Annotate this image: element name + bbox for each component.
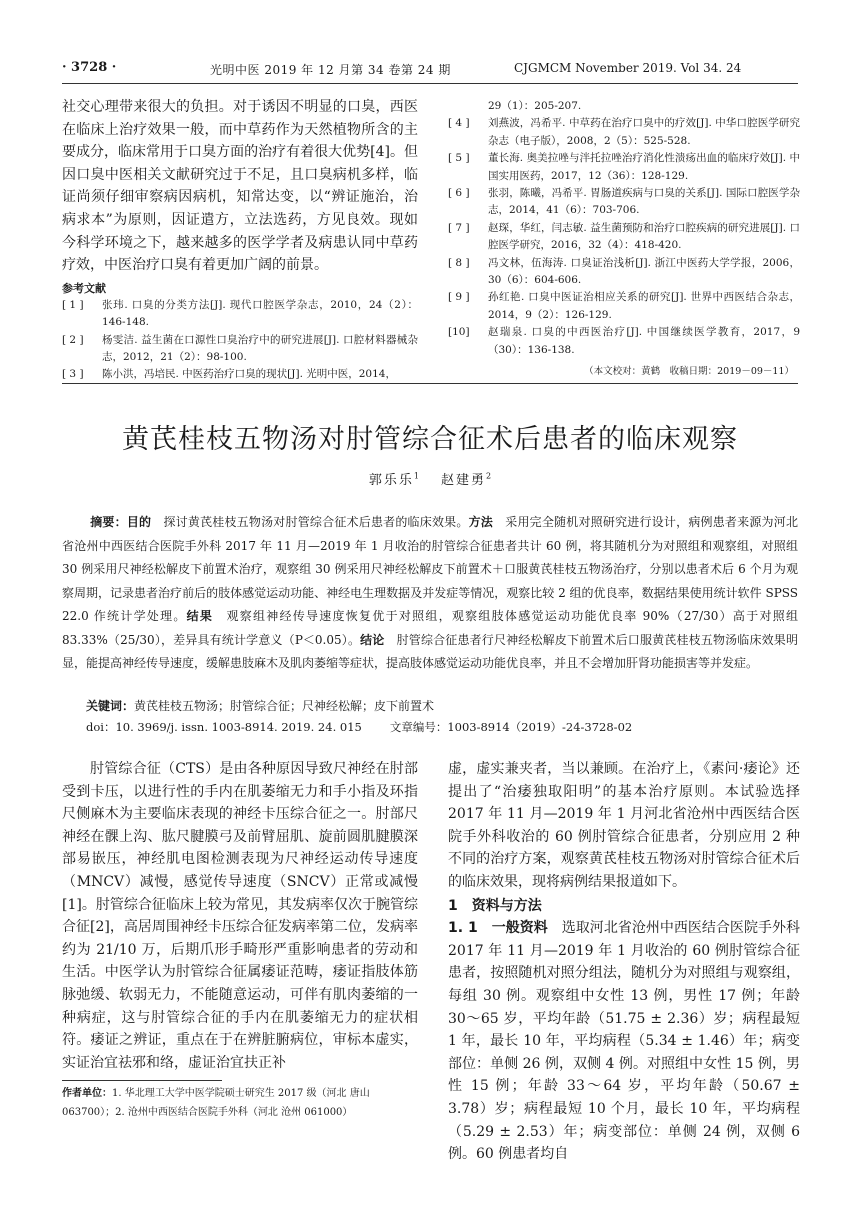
article-separator-rule [62, 383, 798, 384]
reference-number: [ 8 ] [448, 256, 470, 269]
body-right-column [448, 758, 800, 1166]
doi-line [86, 719, 660, 735]
reference-text: 陈小洪，冯培民. 中医药治疗口臭的现状[J]. 光明中医，2014， [102, 368, 396, 381]
reference-number: [ 9 ] [448, 291, 470, 304]
reference-text: 张羽，陈曦，冯希平. 胃肠道疾病与口臭的关系[J]. 国际口腔医学杂志，2014，41（6）：703-706. [488, 187, 800, 217]
abstract-label-method: 方法 [468, 515, 494, 529]
reference-item [62, 366, 418, 383]
doi: doi：10. 3969/j. issn. 1003-8914. 2019. 24. 015 [86, 720, 362, 734]
page-number: · 3728 · [62, 60, 117, 75]
reference-text: 赵瑞泉. 口臭的中西医治疗[J]. 中国继续医学教育，2017，9（30）：136-138. [488, 326, 800, 356]
keywords [86, 697, 434, 714]
author-name: 郭乐乐 [368, 473, 414, 488]
abstract-conclusion: 肘管综合征患者行尺神经松解皮下前置术后口服黄芪桂枝五物汤临床效果明显，能提高神经传导速度，缓解患肢麻木及肌肉萎缩等症状，提高肢体感觉运动功能优良率，并且不会增加肝肾功能损害等并发症。 [62, 632, 798, 670]
references-list-right [448, 115, 800, 359]
article-abstract [62, 511, 798, 676]
abstract-result: 观察组神经传导速度恢复优于对照组，观察组肢体感觉运动功能优良率 90%（27/30）高于对照组 83.33%（25/30），差异具有统计学意义（P＜0.05）。 [62, 609, 798, 647]
reference-item [448, 324, 800, 359]
reference-item [62, 297, 418, 332]
reference-item [448, 115, 800, 150]
reference-item [448, 150, 800, 185]
reference-number: [ 6 ] [448, 187, 470, 200]
reference-text: 赵琛，华红，闫志敏. 益生菌预防和治疗口腔疾病的研究进展[J]. 口腔医学研究，2016，32（4）：418-420. [488, 221, 800, 252]
keywords-label: 关键词： [86, 699, 135, 713]
proofreading-note: （本文校对：黄鹤 收稿日期：2019－09－11） [584, 366, 794, 378]
body-paragraph-intro: 肘管综合征（CTS）是由各种原因导致尺神经在肘部受到卡压，以进行性的手内在肌萎缩无力和手小指及环指尺侧麻木为主要临床表现的神经卡压综合征之一。肘部尺神经在髁上沟、肱尺腱膜弓及前臂屈肌、旋前圆肌腱膜深部易嵌压，神经肌电图检测表现为尺神经运动传导速度（MNCV）减慢，感觉传导速度（SNCV）正常或减慢[1]。肘管综合征临床上较为常见，其发病率仅次于腕管综合征[2]，高居周围神经卡压综合征发病率第二位，发病率约为 21/10 万，后期爪形手畸形严重影响患者的劳动和生活。中医学认为肘管综合征属痿证范畴，痿证指肢体筋脉弛缓、软弱无力，不能随意运动，可伴有肌肉萎缩的一种病症，这与肘管综合征的手内在肌萎缩无力的症状相符。痿证之辨证，重点在于在辨脏腑病位，审标本虚实，实证治宜祛邪和络，虚证治宜扶正补 [62, 761, 418, 1071]
reference-continuation: 29（1）：205-207. [488, 100, 582, 112]
reference-text: 刘燕波，冯希平. 中草药在治疗口臭中的疗效[J]. 中华口腔医学研究杂志（电子版），2008，2（5）：525-528. [488, 117, 800, 147]
keywords-text: 黄芪桂枝五物汤；肘管综合征；尺神经松解；皮下前置术 [134, 699, 435, 713]
section-heading: 1 资料与方法 [448, 897, 542, 914]
abstract-label-conclusion: 结论 [360, 632, 385, 647]
reference-number: [ 4 ] [448, 117, 470, 130]
reference-text: 张玮. 口臭的分类方法[J]. 现代口腔医学杂志，2010，24（2）：146-148. [102, 298, 418, 329]
article-title: 黄芪桂枝五物汤对肘管综合征术后患者的临床观察 [122, 424, 738, 455]
subsection-text: 选取河北省沧州中西医结合医院手外科 2017 年 11 月—2019 年 1 月收治的 60 例肘管综合征患者，按照随机对照分组法，随机分为对照组与观察组，每组 30 例。观察组中女性 13 例，男性 17 例；年龄 30～65 岁，平均年龄（51.75 ± 2.36）岁；病程最短 1 年，最长 10 年，平均病程（5.34 ± 1.46）年；病变部位：单侧 26 例，双侧 4 例。对照组中女性 15 例，男性 15 例；年龄 33～64 岁，平均年龄（50.67 ± 3.78）岁；病程最短 10 个月，最长 10 年，平均病程（5.29 ± 2.53）年；病变部位：单侧 24 例，双侧 6 例。60 例患者均自 [448, 920, 800, 1163]
reference-text: 孙红艳. 口臭中医证治相应关系的研究[J]. 世界中西医结合杂志，2014，9（2）：126-129. [488, 291, 800, 321]
prev-article-paragraph: 社交心理带来很大的负担。对于诱因不明显的口臭，西医在临床上治疗效果一般，而中草药作为天然植物所含的主要成分，临床常用于口臭方面的治疗有着很大优势[4]。但因口臭中医相关文献研究过于不足，且口臭病机多样，临证尚须仔细审察病因病机，知常达变，以“辨证施治，治病求本”为原则，因证遣方，立法选药，方见良效。现如今科学环境之下，越来越多的医学学者及病患认同中草药疗效，中医治疗口臭有着更加广阔的前景。 [62, 99, 418, 274]
author-affiliation-footnote [62, 1084, 422, 1122]
affiliation-sup: 1 [413, 471, 419, 481]
affiliation-sup: 2 [486, 471, 492, 481]
running-header [62, 60, 798, 82]
reference-item [62, 332, 418, 367]
article-authors [0, 469, 860, 488]
reference-text: 杨雯洁. 益生菌在口源性口臭治疗中的研究进展[J]. 口腔材料器械杂志，2012，21（2）：98-100. [102, 333, 418, 363]
abstract-label-result: 结果 [186, 609, 214, 623]
abstract-purpose: 探讨黄芪桂枝五物汤对肘管综合征术后患者的临床效果。 [163, 515, 469, 529]
body-paragraph-continuation: 虚，虚实兼夹者，当以兼顾。在治疗上，《素问·痿论》还提出了“治痿独取阳明”的基本治疗原则。本试验选择 2017 年 11 月—2019 年 1 月河北省沧州中西医结合医院手外科收治的 60 例肘管综合征患者，分别应用 2 种不同的治疗方案，观察黄芪桂枝五物汤对肘管综合征术后的临床效果，现将病例结果报道如下。 [448, 761, 800, 890]
footnote-label: 作者单位： [62, 1088, 112, 1099]
header-rule [62, 83, 798, 84]
reference-text: 冯文林，伍海涛. 口臭证治浅析[J]. 浙江中医药大学学报，2006，30（6）：604-606. [488, 256, 800, 287]
article-number: 文章编号：1003-8914（2019）-24-3728-02 [389, 720, 633, 734]
references-list-left [62, 297, 418, 384]
subsection-label: 1. 1 一般资料 [448, 920, 548, 937]
reference-item [448, 185, 800, 220]
journal-name-en: CJGMCM November 2019. Vol 34. 24 [514, 61, 742, 75]
reference-item [448, 220, 800, 255]
journal-name-cn: 光明中医 2019 年 12 月第 34 卷第 24 期 [210, 63, 451, 77]
prev-article-right-column [448, 98, 800, 377]
reference-number: [10] [448, 326, 470, 339]
reference-text: 董长海. 奥美拉唑与泮托拉唑治疗消化性溃疡出血的临床疗效[J]. 中国实用医药，2017，12（36）：128-129. [488, 152, 800, 182]
body-left-column [62, 758, 418, 1074]
reference-item [448, 255, 800, 290]
reference-number: [ 5 ] [448, 152, 470, 165]
abstract-method: 采用完全随机对照研究进行设计，病例患者来源为河北省沧州中西医结合医院手外科 2017 年 11 月—2019 年 1 月收治的肘管综合征患者共计 60 例，将其随机分为对照组和观察组，对照组 30 例采用尺神经松解皮下前置术治疗，观察组 30 例采用尺神经松解皮下前置术＋口服黄芪桂枝五物汤治疗，分别以患者术后 6 个月为观察周期，记录患者治疗前后的肢体感觉运动功能、神经电生理数据及并发症等情况，观察比较 2 组的优良率，数据结果使用统计软件 SPSS 22.0 作统计学处理。 [62, 515, 798, 623]
prev-article-left-column [62, 96, 418, 384]
abstract-label-purpose: 摘要：目的 [90, 515, 152, 529]
subsection-paragraph [448, 917, 800, 1166]
reference-number: [ 3 ] [62, 368, 84, 381]
reference-item [448, 289, 800, 324]
reference-number: [ 7 ] [448, 221, 470, 234]
footnote-rule [62, 1080, 222, 1081]
reference-number: [ 1 ] [62, 298, 84, 311]
reference-number: [ 2 ] [62, 333, 84, 346]
footnote-text: 1. 华北理工大学中医学院硕士研究生 2017 级（河北 唐山 063700）；2. 沧州中西医结合医院手外科（河北 沧州 061000） [62, 1088, 370, 1118]
references-heading: 参考文献 [62, 281, 106, 295]
author-name: 赵建勇 [441, 473, 487, 488]
